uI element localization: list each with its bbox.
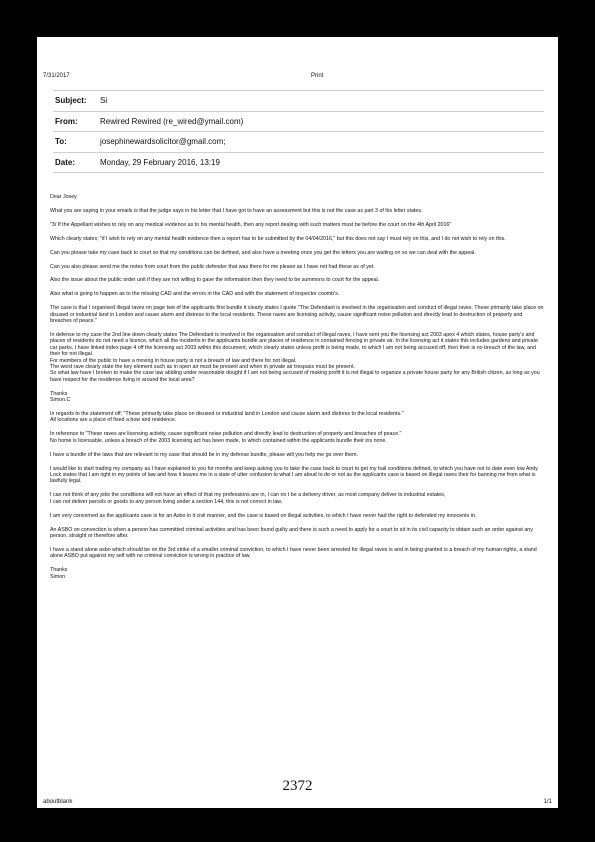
body-paragraph: Can you also please send me the notes from court from the public defender that was there for me please as I have not had these as of yet.: [50, 263, 375, 270]
to-row: [53, 132, 544, 153]
printed-page: [37, 37, 558, 808]
date-label: Date:: [55, 157, 76, 167]
body-paragraph: In regards to the statement off; "These primarily take place on disused or industrial land in London and cause alarm and distress to the local residents." All locations are a place of fixed a bow and residence.: [50, 411, 404, 424]
body-paragraph: "3/ If the Appellant wishes to rely on any medical evidence as to his mental health, then any report dealing with such matters must be before the court on the 4th April 2016": [50, 221, 452, 228]
body-paragraph: Also the issue about the public order unit if they are not willing to gave the information then they need to be summons to court for the appeal.: [50, 277, 380, 284]
body-paragraph: Also what is going to happen as to the missing CAD and the errors in the CAD and with the statement of inspector coomb's.: [50, 291, 340, 298]
from-value: Rewired Rewired (re_wired@ymail.com): [100, 116, 244, 126]
body-paragraph: In defense to my case the 2nd line down clearly states The Defendant is involved in the organisation and conduct of illegal raves, I have sent you the licensing act 2003 apex 4 which states, house party's and places of residents do not need a licence, which all the incidents in the applicants bundle are places of residence in contained fencing in private air. In the licensing act it states this includes gardens and private car parks. I have linked index page 4 off the licensing act 2003 within this document, which clearly states unless profit is being made, to which I am not being accused off, then their is no breach of the law, and their for not illegal. For members of the public to have a moving in house party is not a breach of law and there for not illegal. The word rave clearly state the key element such as in open air must be present and when in private air trespass must be present. So what law have I broken to make the case law abiding under reasonable dought if I am not being accused of making profit it is not illegal to organize a private house party for any British citizen, as long as you have respect for the residence living in around the local area?: [50, 331, 540, 383]
print-title: Print: [311, 73, 324, 79]
body-paragraph: I have a bundle of the laws that are relevant to my case that should be in my defense bundle, please will you help me go over them.: [50, 451, 358, 458]
body-paragraph: I would like to start trading my company as I have explained to you for months and keep asking you to take the case back to court to get my bail conditions defined, to which you have not to date even low Andy Lock states that I am right in my points of law and how it leaves me in a state of utter confusion to what I am aloud to do or not as the applicants case is based on illegal raves their for banning me from what is lawfully legal.: [50, 465, 538, 485]
body-paragraph: I am very concerned as the applicants case is for an Asbo in it civil manner, and the case is based on illegal activities, to which I have never had the right to defended my innocents in.: [50, 512, 477, 519]
from-row: [53, 112, 544, 133]
subject-label: Subject:: [55, 96, 87, 106]
date-row: [53, 153, 544, 174]
body-paragraph: What you are saying in your emails is that the judge says in his letter that I have got to have an assessment but this is not the case as part 3 of his letter states.: [50, 207, 423, 214]
email-body: [50, 194, 544, 587]
email-header-table: [53, 90, 544, 173]
body-paragraph: Can you please take my case back to court so that my conditions can be defined, and also have a meeting once you get the letters you are waiting on so we can deal with the appeal.: [50, 249, 476, 256]
from-label: From:: [55, 116, 78, 126]
footer-url: aboutblank: [43, 799, 73, 805]
date-value: Monday, 29 February 2016, 13:19: [100, 157, 220, 167]
body-paragraph: Dear Josey: [50, 194, 77, 200]
print-date: 7/31/2017: [43, 73, 70, 79]
subject-row: [53, 91, 544, 112]
body-paragraph: Thanks Simon: [50, 567, 68, 580]
body-paragraph: I can not think of any jobs the conditions will not have an effect of that my professions are in, I can no t be a delivery driver, as most company deliver to industrial estates, I can not deliver parcels or goods to any person living under a section 144, this is not correct in law.: [50, 492, 446, 505]
body-paragraph: Which clearly states; "if I wish to rely on any mental health evidence then a report has to be submitted by the 04/04/2016," but this does not say I must rely on this, and I do not wish to rely on this.: [50, 235, 506, 242]
page-number: 2372: [282, 778, 313, 794]
body-paragraph: In reference to "These raves are licensing activity, cause significant noise pollution and directly lead to destruction of property and breaches of peace." No home is licensable, unless a breach of the 2003 licensing act has been made, to which contained within the applicants bundle their ins none.: [50, 431, 402, 444]
body-paragraph: The case is that I organised illegal raves on page two of the applicants first bundle it clearly states I quote "The Defendant is involved in the organisation and conduct of illegal raves. These primarily take place on disused or industrial land in London and cause alarm and distress to the local residents. These raves are licensing activity, cause significant noise pollution and directly lead to destruction of property and breaches of peace.": [50, 305, 544, 325]
subject-value: Si: [100, 96, 108, 106]
body-paragraph: I have a stand alone asbo which should be on the 3rd strike of a smaller criminal conviction, to which I have never been arrested for illegal raves is and in being granted is a breach of my human rights, a stand alone ASBO put against my self with no criminal conviction is wrong in practice of law.: [50, 546, 537, 560]
body-paragraph: Thanks Simon.C: [50, 390, 71, 404]
footer-page-count: 1/1: [543, 799, 552, 805]
body-paragraph: An ASBO on convection is when a person has committed criminal activities and has been found guilty and there is such a need to apply for a court to sit in its civil capacity to obtain such an order against any person, straight or therefore after.: [50, 526, 533, 539]
to-value: josephinewardsolicitor@gmail.com;: [100, 137, 226, 147]
to-label: To:: [55, 137, 67, 147]
